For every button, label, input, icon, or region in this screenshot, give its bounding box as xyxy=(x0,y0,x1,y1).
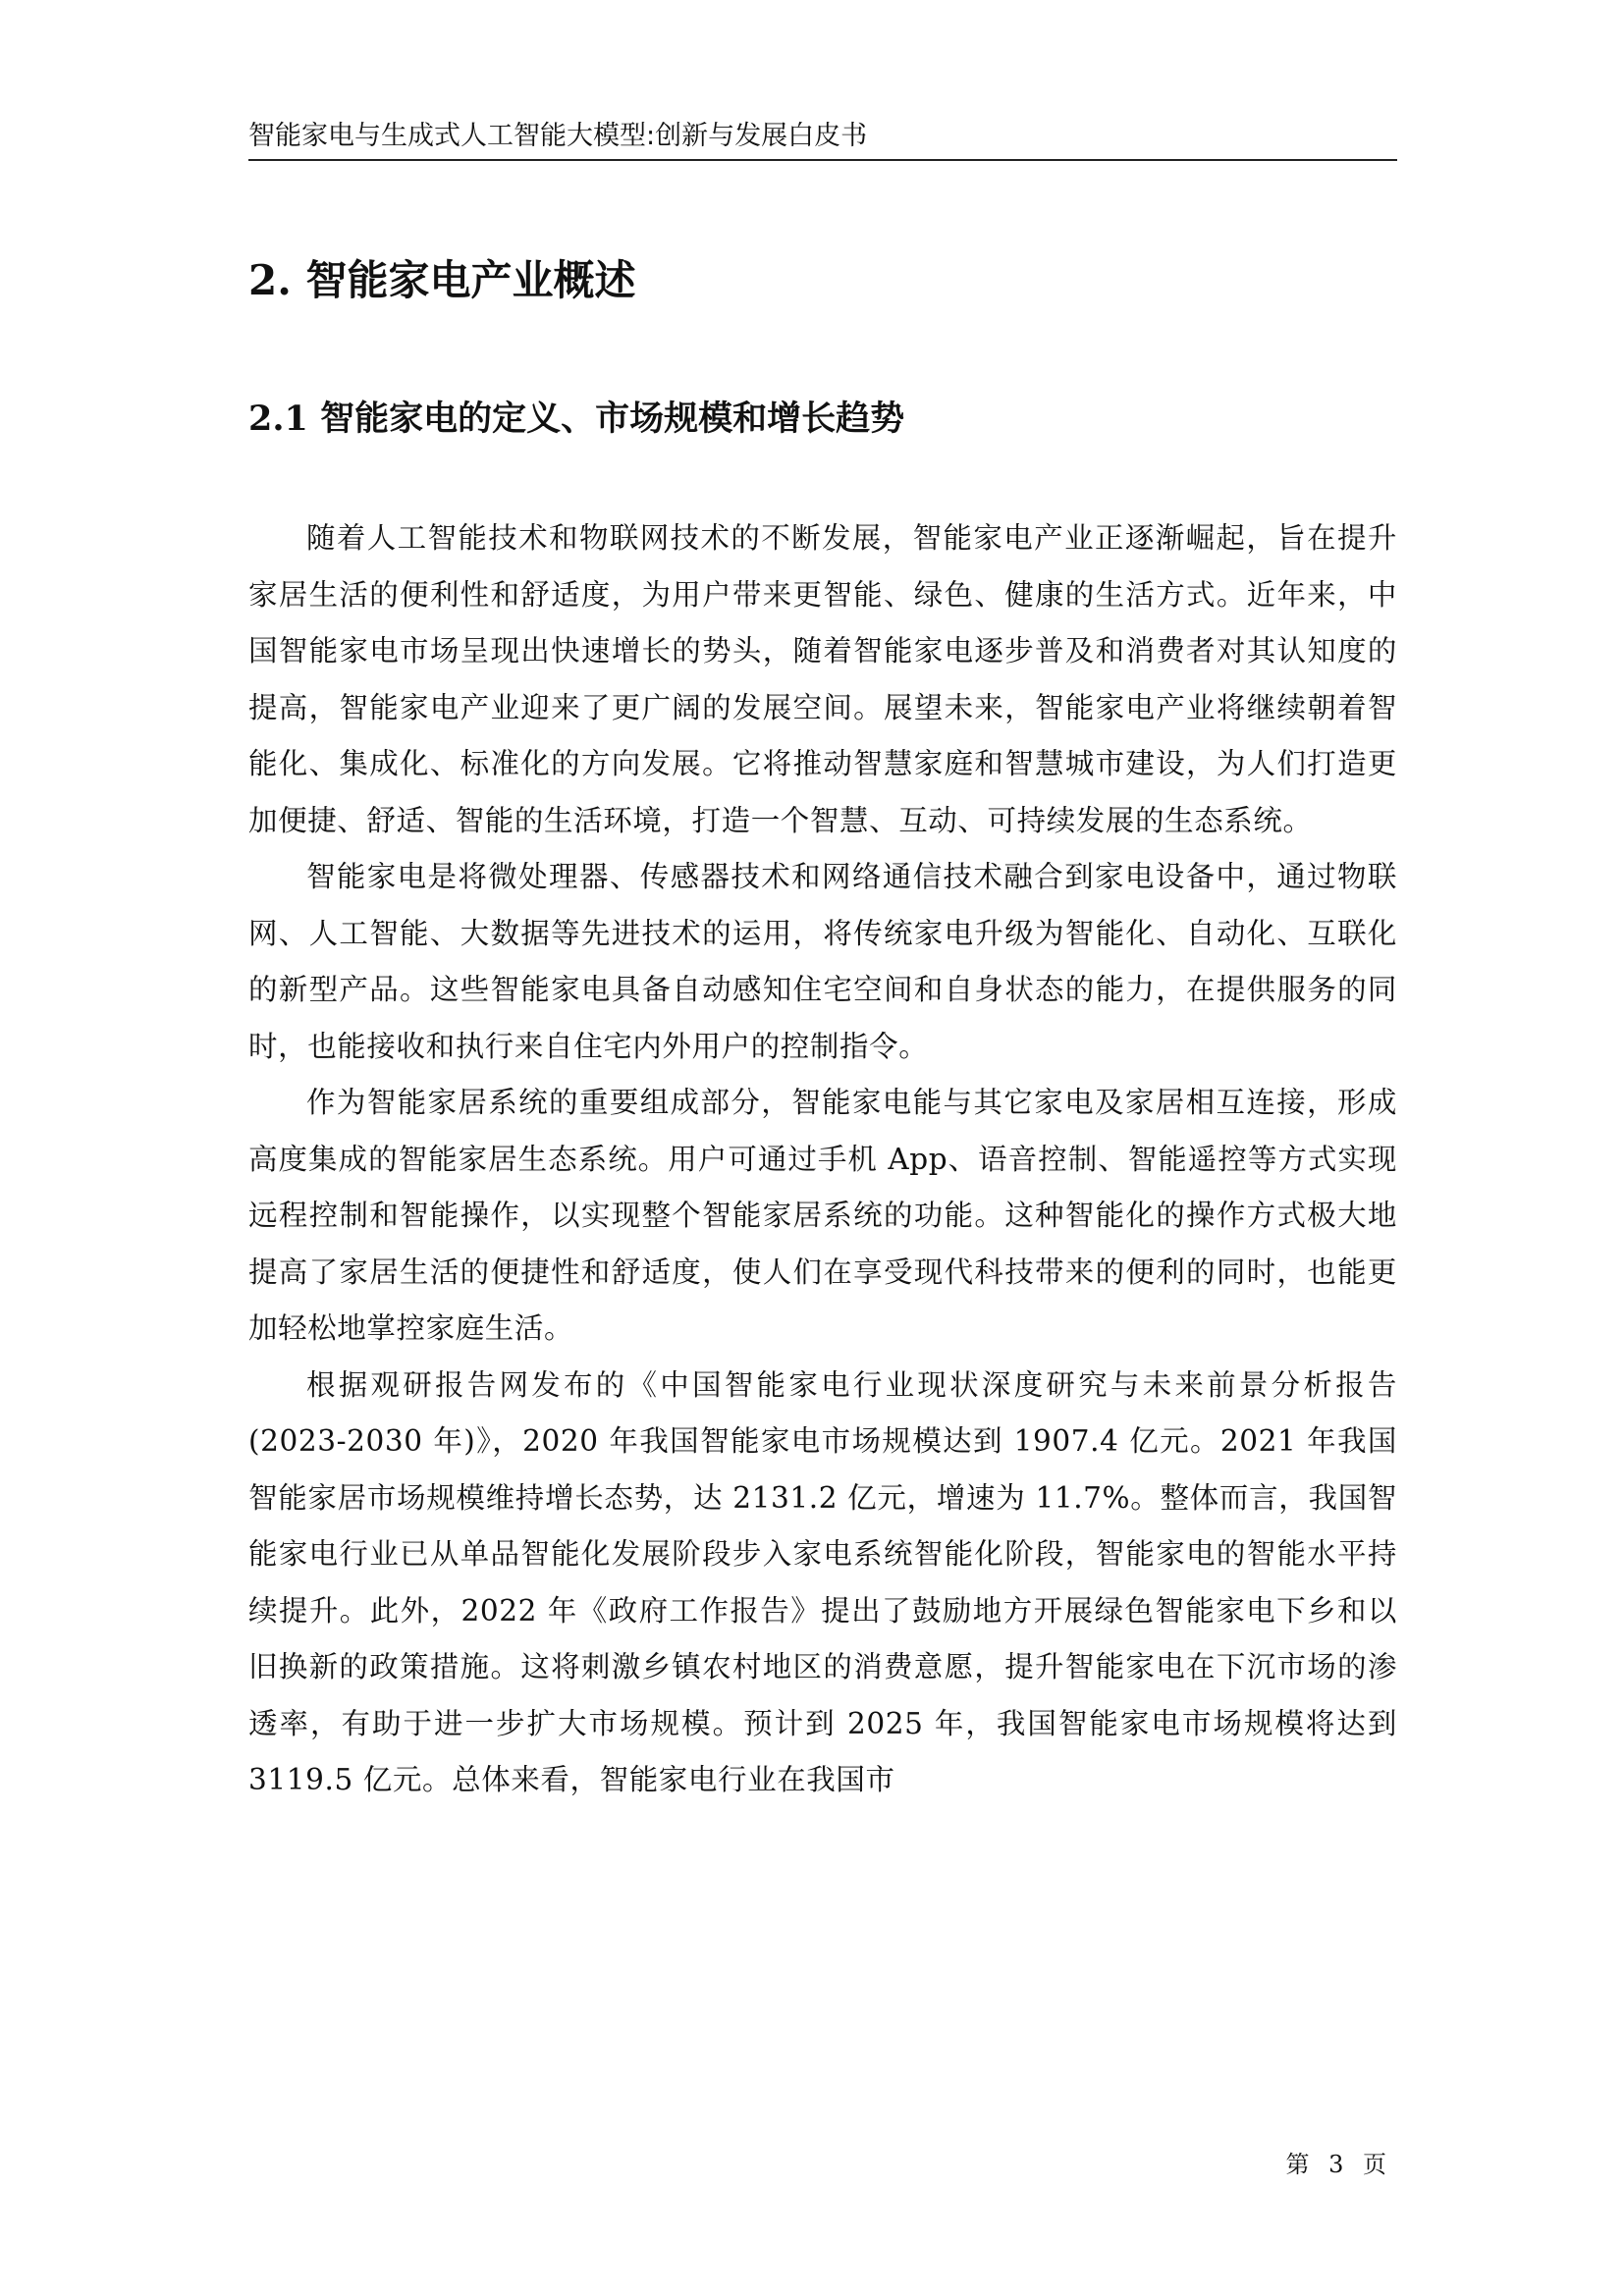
paragraph: 根据观研报告网发布的《中国智能家电行业现状深度研究与未来前景分析报告(2023-2030 年)》，2020 年我国智能家电市场规模达到 1907.4 亿元。2021 年我国智能家居市场规模维持增长态势，达 2131.2 亿元，增速为 11.7%。整体而言，我国智能家电行业已从单品智能化发展阶段步入家电系统智能化阶段，智能家电的智能水平持续提升。此外，2022 年《政府工作报告》提出了鼓励地方开展绿色智能家电下乡和以旧换新的政策措施。这将刺激乡镇农村地区的消费意愿，提升智能家电在下沉市场的渗透率，有助于进一步扩大市场规模。预计到 2025 年，我国智能家电市场规模将达到 3119.5 亿元。总体来看，智能家电行业在我国市 xyxy=(248,1367,1397,1796)
header-divider xyxy=(248,159,1397,161)
chapter-title: 2. 智能家电产业概述 xyxy=(248,256,636,304)
section-title: 2.1 智能家电的定义、市场规模和增长趋势 xyxy=(248,399,905,439)
running-header: 智能家电与生成式人工智能大模型:创新与发展白皮书 xyxy=(248,121,868,151)
body-text xyxy=(248,510,1397,1809)
paragraph: 随着人工智能技术和物联网技术的不断发展，智能家电产业正逐渐崛起，旨在提升家居生活的便利性和舒适度，为用户带来更智能、绿色、健康的生活方式。近年来，中国智能家电市场呈现出快速增长的势头，随着智能家电逐步普及和消费者对其认知度的提高，智能家电产业迎来了更广阔的发展空间。展望未来，智能家电产业将继续朝着智能化、集成化、标准化的方向发展。它将推动智慧家庭和智慧城市建设，为人们打造更加便捷、舒适、智能的生活环境，打造一个智慧、互动、可持续发展的生态系统。 xyxy=(248,521,1397,837)
paragraph: 作为智能家居系统的重要组成部分，智能家电能与其它家电及家居相互连接，形成高度集成的智能家居生态系统。用户可通过手机 App、语音控制、智能遥控等方式实现远程控制和智能操作，以实现整个智能家居系统的功能。这种智能化的操作方式极大地提高了家居生活的便捷性和舒适度，使人们在享受现代科技带来的便利的同时，也能更加轻松地掌控家庭生活。 xyxy=(248,1086,1397,1345)
page-number: 第 3 页 xyxy=(1285,2151,1392,2178)
paragraph: 智能家电是将微处理器、传感器技术和网络通信技术融合到家电设备中，通过物联网、人工智能、大数据等先进技术的运用，将传统家电升级为智能化、自动化、互联化的新型产品。这些智能家电具备自动感知住宅空间和自身状态的能力，在提供服务的同时，也能接收和执行来自住宅内外用户的控制指令。 xyxy=(248,860,1397,1063)
